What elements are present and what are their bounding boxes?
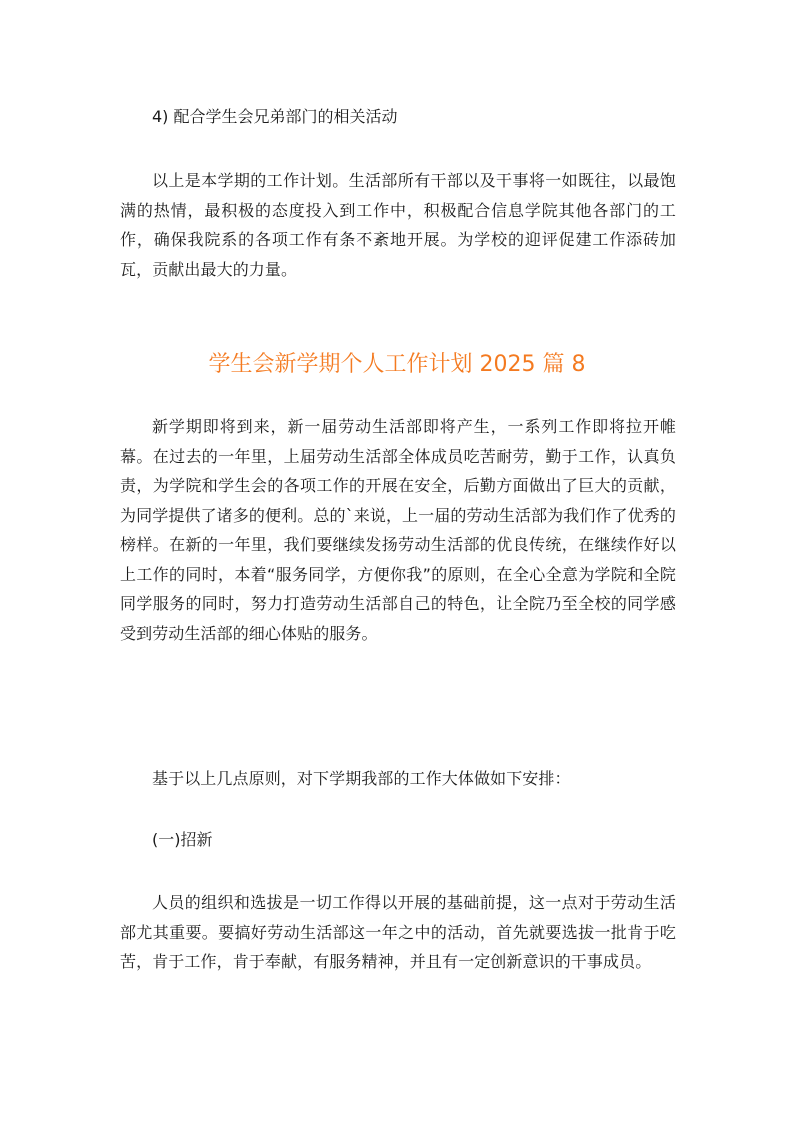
- summary-paragraph: 以上是本学期的工作计划。生活部所有干部以及干事将一如既往，以最饱满的热情，最积极的态度投入到工作中，积极配合信息学院其他各部门的工作，确保我院系的各项工作有条不紊地开展。为学校的迎评促建工作添砖加瓦，贡献出最大的力量。: [120, 171, 676, 279]
- list-item-4: 4) 配合学生会兄弟部门的相关活动: [152, 107, 398, 126]
- intro-paragraph: 新学期即将到来，新一届劳动生活部即将产生，一系列工作即将拉开帷幕。在过去的一年里，上届劳动生活部全体成员吃苦耐劳，勤于工作，认真负责，为学院和学生会的各项工作的开展在安全，后勤方面做出了巨大的贡献，为同学提供了诸多的便利。总的`来说，上一届的劳动生活部为我们作了优秀的榜样。在新的一年里，我们要继续发扬劳动生活部的优良传统，在继续作好以上工作的同时，本着“服务同学，方便你我”的原则，在全心全意为学院和全院同学服务的同时，努力打造劳动生活部自己的特色，让全院乃至全校的同学感受到劳动生活部的细心体贴的服务。: [120, 417, 676, 643]
- recruit-paragraph: 人员的组织和选拔是一切工作得以开展的基础前提，这一点对于劳动生活部尤其重要。要搞好劳动生活部这一年之中的活动，首先就要选拔一批肯于吃苦，肯于工作，肯于奉献，有服务精神，并且有一定创新意识的干事成员。: [120, 893, 676, 971]
- section-title: 学生会新学期个人工作计划 2025 篇 8: [208, 352, 586, 377]
- sub-heading-recruit: (一)招新: [152, 830, 213, 849]
- arrangement-paragraph: 基于以上几点原则，对下学期我部的工作大体做如下安排：: [152, 769, 571, 788]
